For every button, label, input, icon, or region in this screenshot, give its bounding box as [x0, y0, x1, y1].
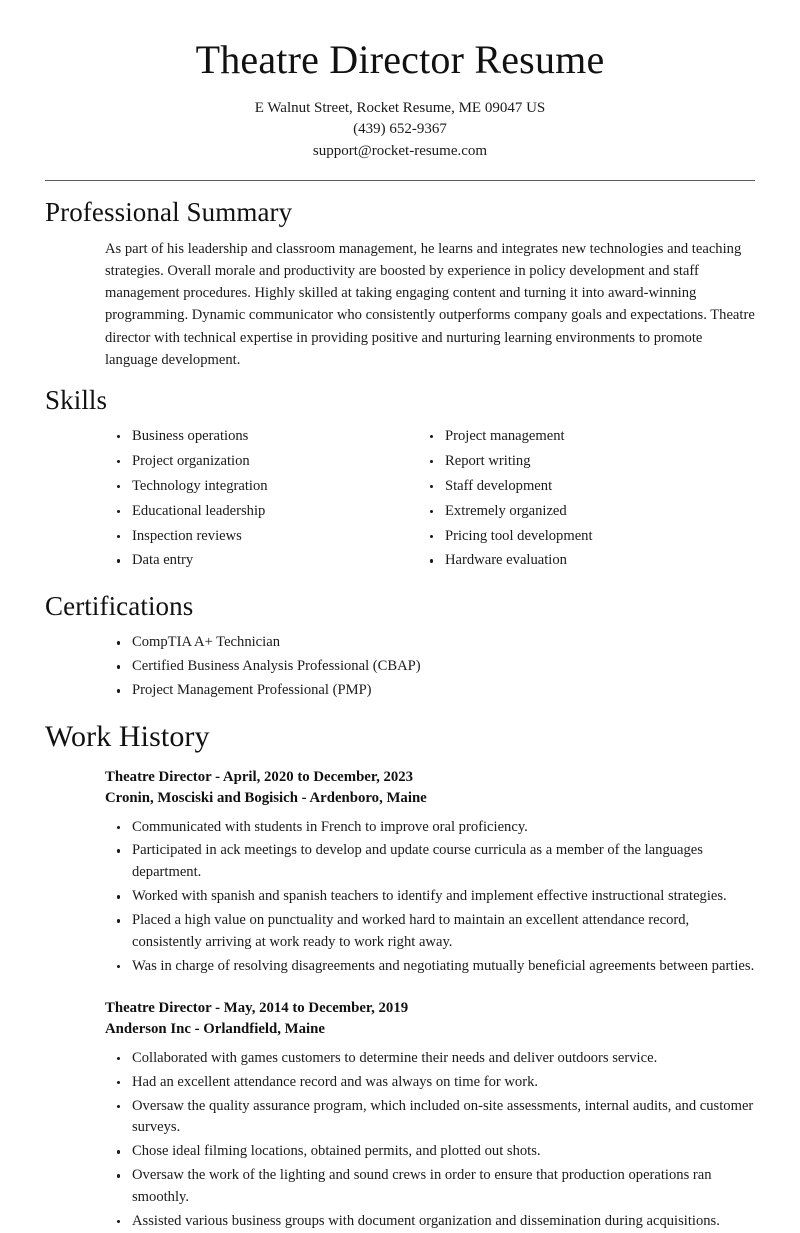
- contact-phone: (439) 652-9367: [353, 121, 447, 138]
- section-heading-certifications: Certifications: [45, 591, 194, 622]
- list-item: Had an excellent attendance record and was always on time for work.: [110, 1072, 755, 1094]
- list-item: Communicated with students in French to improve oral proficiency.: [110, 817, 755, 839]
- skills-section: [0, 385, 800, 575]
- professional-summary-section: [0, 197, 800, 371]
- list-item: Participated in ack meetings to develop and update course curricula as a member of the languages department.: [110, 840, 755, 884]
- work-history-entry: [45, 998, 755, 1233]
- job-bullet-list: [110, 1048, 755, 1233]
- list-item: Was in charge of resolving disagreements and negotiating mutually beneficial agreements between parties.: [110, 956, 755, 978]
- list-item: Inspection reviews: [110, 526, 400, 548]
- job-responsibilities: [105, 1048, 755, 1233]
- contact-address: E Walnut Street, Rocket Resume, ME 09047 US: [254, 100, 546, 116]
- contact-email: support@rocket-resume.com: [312, 142, 488, 159]
- job-bullet-list: [110, 817, 755, 978]
- list-item: Oversaw the quality assurance program, which included on-site assessments, internal audits, and customer surveys.: [110, 1096, 755, 1140]
- list-item: CompTIA A+ Technician: [110, 632, 755, 654]
- list-item: Data entry: [110, 550, 400, 572]
- job-title: Theatre Director - April, 2020 to December, 2023: [105, 768, 414, 785]
- skills-list-left: [110, 426, 400, 572]
- work-history-entry: [45, 767, 755, 978]
- professional-summary-text: As part of his leadership and classroom management, he learns and integrates new technologies and teaching strategies. Overall morale and productivity are boosted by experience in policy development and staff management procedures. Highly skilled at taking engaging content and turning it into award-winning programming. Dynamic communicator who consistently outperforms company goals and expectations. Theatre director with technical expertise in providing positive and nurturing learning environments to promote language development.: [105, 240, 755, 368]
- list-item: Pricing tool development: [423, 526, 755, 548]
- list-item: Hardware evaluation: [423, 550, 755, 572]
- certifications-list: [110, 632, 755, 702]
- page-title: Theatre Director Resume: [195, 37, 605, 82]
- list-item: Educational leadership: [110, 501, 400, 523]
- skills-column-right: [400, 426, 755, 575]
- list-item: Worked with spanish and spanish teachers to identify and implement effective instructional strategies.: [110, 886, 755, 908]
- certifications-section: [0, 591, 800, 702]
- job-responsibilities: [105, 817, 755, 978]
- skills-list-right: [423, 426, 755, 572]
- section-heading-work-history: Work History: [45, 720, 210, 754]
- section-heading-skills: Skills: [45, 384, 108, 415]
- list-item: Collaborated with games customers to determine their needs and deliver outdoors service.: [110, 1048, 755, 1070]
- list-item: Oversaw the work of the lighting and sound crews in order to ensure that production operations ran smoothly.: [110, 1165, 755, 1209]
- skills-grid: [45, 426, 755, 575]
- list-item: Project Management Professional (PMP): [110, 680, 755, 702]
- list-item: Extremely organized: [423, 501, 755, 523]
- contact-info: [0, 98, 800, 162]
- skills-column-left: [45, 426, 400, 575]
- list-item: Report writing: [423, 451, 755, 473]
- job-title: Theatre Director - May, 2014 to December, 2019: [105, 999, 409, 1016]
- list-item: Staff development: [423, 476, 755, 498]
- certifications-list-wrapper: [45, 632, 755, 702]
- list-item: Technology integration: [110, 476, 400, 498]
- section-heading-professional-summary: Professional Summary: [45, 196, 293, 227]
- list-item: Certified Business Analysis Professional (CBAP): [110, 656, 755, 678]
- list-item: Chose ideal filming locations, obtained permits, and plotted out shots.: [110, 1141, 755, 1163]
- list-item: Project organization: [110, 451, 400, 473]
- header-divider: [45, 180, 755, 181]
- job-company: Anderson Inc - Orlandfield, Maine: [105, 1020, 325, 1037]
- list-item: Project management: [423, 426, 755, 448]
- work-history-section: [0, 720, 800, 1233]
- list-item: Business operations: [110, 426, 400, 448]
- list-item: Placed a high value on punctuality and worked hard to maintain an excellent attendance record, consistently arriving at work ready to work right away.: [110, 910, 755, 954]
- list-item: Assisted various business groups with document organization and dissemination during acquisitions.: [110, 1211, 755, 1233]
- job-company: Cronin, Mosciski and Bogisich - Ardenboro, Maine: [105, 789, 427, 806]
